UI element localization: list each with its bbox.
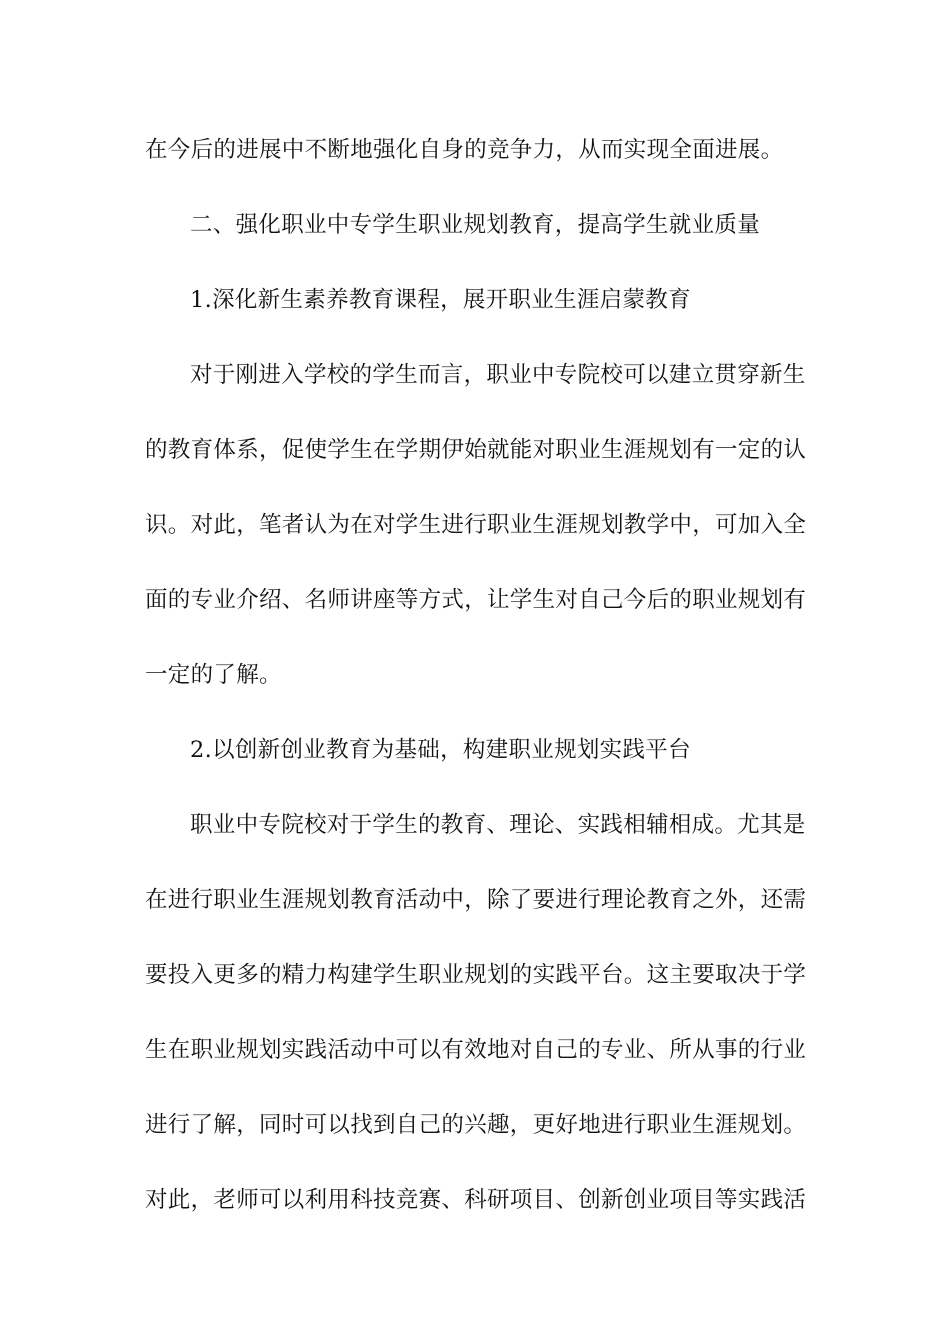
section-heading: 二、强化职业中专学生职业规划教育，提高学生就业质量	[190, 212, 761, 238]
paragraph-line: 对此，老师可以利用科技竞赛、科研项目、创新创业项目等实践活	[145, 1187, 807, 1213]
paragraph-line: 在进行职业生涯规划教育活动中，除了要进行理论教育之外，还需	[145, 887, 807, 913]
paragraph-line: 在今后的进展中不断地强化自身的竞争力，从而实现全面进展。	[145, 137, 784, 163]
paragraph-line: 识。对此，笔者认为在对学生进行职业生涯规划教学中，可加入全	[145, 512, 807, 538]
paragraph-line: 的教育体系，促使学生在学期伊始就能对职业生涯规划有一定的认	[145, 437, 807, 463]
subsection-heading: 1.深化新生素养教育课程，展开职业生涯启蒙教育	[190, 287, 691, 313]
paragraph-line: 面的专业介绍、名师讲座等方式，让学生对自己今后的职业规划有	[145, 587, 807, 613]
paragraph-line: 生在职业规划实践活动中可以有效地对自己的专业、所从事的行业	[145, 1037, 807, 1063]
paragraph-line: 一定的了解。	[145, 662, 282, 688]
paragraph-line: 进行了解，同时可以找到自己的兴趣，更好地进行职业生涯规划。	[145, 1112, 807, 1138]
paragraph-line: 职业中专院校对于学生的教育、理论、实践相辅相成。尤其是	[190, 812, 806, 838]
paragraph-line: 对于刚进入学校的学生而言，职业中专院校可以建立贯穿新生	[190, 362, 806, 388]
paragraph-line: 要投入更多的精力构建学生职业规划的实践平台。这主要取决于学	[145, 962, 807, 988]
subsection-heading: 2.以创新创业教育为基础，构建职业规划实践平台	[190, 737, 691, 763]
